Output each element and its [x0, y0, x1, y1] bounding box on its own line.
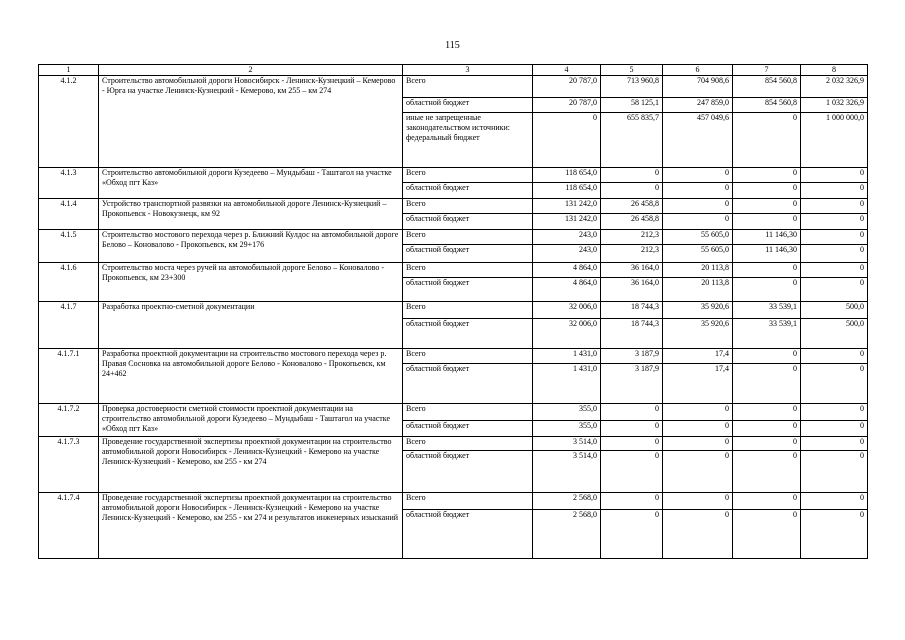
amount-cell: 355,0	[533, 421, 601, 437]
amount-cell: 1 032 326,9	[801, 98, 868, 113]
amount-cell: 3 514,0	[533, 451, 601, 493]
amount-cell: 0	[733, 263, 801, 278]
amount-cell: 2 568,0	[533, 510, 601, 559]
funding-source: Всего	[403, 168, 533, 183]
item-name: Строительство мостового перехода через р. Ближний Кулдос на автомобильной дороге Белово – Коновалово - Прокопьевск, км 29+176	[99, 230, 403, 263]
item-name: Проведение государственной экспертизы проектной документации на строительство автомобильной дороги Новосибирск - Ленинск-Кузнецкий - Кемерово на участке Ленинск-Кузнецкий - Кемерово, км 255 - км 274 и результатов инженерных изысканий	[99, 493, 403, 559]
table-row	[39, 168, 868, 183]
amount-cell: 3 187,9	[601, 349, 663, 364]
amount-cell: 0	[601, 183, 663, 199]
amount-cell: 243,0	[533, 245, 601, 263]
column-header: 3	[403, 65, 533, 76]
column-header: 8	[801, 65, 868, 76]
amount-cell: 3 187,9	[601, 364, 663, 404]
item-name: Устройство транспортной развязки на автомобильной дороге Ленинск-Кузнецкий – Прокопьевск - Новокузнецк, км 92	[99, 199, 403, 230]
item-code: 4.1.7.3	[39, 437, 99, 493]
amount-cell: 33 539,1	[733, 302, 801, 319]
amount-cell: 26 458,8	[601, 199, 663, 214]
amount-cell: 0	[733, 183, 801, 199]
amount-cell: 500,0	[801, 302, 868, 319]
amount-cell: 20 113,8	[663, 263, 733, 278]
amount-cell: 58 125,1	[601, 98, 663, 113]
amount-cell: 0	[801, 421, 868, 437]
amount-cell: 55 605,0	[663, 230, 733, 245]
funding-source: Всего	[403, 76, 533, 98]
amount-cell: 0	[601, 510, 663, 559]
amount-cell: 0	[801, 278, 868, 302]
item-name: Строительство автомобильной дороги Новосибирск - Ленинск-Кузнецкий – Кемерово - Юрга на участке Ленинск-Кузнецкий - Кемерово, км 255 – км 274	[99, 76, 403, 168]
amount-cell: 4 864,0	[533, 263, 601, 278]
amount-cell: 0	[801, 168, 868, 183]
amount-cell: 457 049,6	[663, 113, 733, 168]
amount-cell: 0	[733, 493, 801, 510]
amount-cell: 18 744,3	[601, 302, 663, 319]
amount-cell: 0	[801, 510, 868, 559]
amount-cell: 713 960,8	[601, 76, 663, 98]
item-name: Проверка достоверности сметной стоимости проектной документации на строительство автомобильной дороги Кузедеево – Мундыбаш - Таштагол на участке «Обход пгт Каз»	[99, 404, 403, 437]
amount-cell: 2 568,0	[533, 493, 601, 510]
amount-cell: 0	[663, 510, 733, 559]
item-code: 4.1.2	[39, 76, 99, 168]
amount-cell: 0	[601, 437, 663, 451]
amount-cell: 0	[801, 349, 868, 364]
amount-cell: 17,4	[663, 349, 733, 364]
amount-cell: 0	[733, 421, 801, 437]
amount-cell: 0	[733, 451, 801, 493]
amount-cell: 0	[733, 349, 801, 364]
item-code: 4.1.7.1	[39, 349, 99, 404]
amount-cell: 0	[733, 437, 801, 451]
amount-cell: 17,4	[663, 364, 733, 404]
amount-cell: 32 006,0	[533, 302, 601, 319]
amount-cell: 854 560,8	[733, 98, 801, 113]
item-code: 4.1.6	[39, 263, 99, 302]
column-header: 4	[533, 65, 601, 76]
amount-cell: 0	[733, 214, 801, 230]
funding-source: областной бюджет	[403, 278, 533, 302]
item-name: Разработка проектно-сметной документации	[99, 302, 403, 349]
funding-source: Всего	[403, 230, 533, 245]
amount-cell: 18 744,3	[601, 319, 663, 349]
amount-cell: 0	[733, 510, 801, 559]
amount-cell: 4 864,0	[533, 278, 601, 302]
funding-source: Всего	[403, 263, 533, 278]
table-row	[39, 437, 868, 451]
column-header: 5	[601, 65, 663, 76]
amount-cell: 1 431,0	[533, 364, 601, 404]
funding-source: областной бюджет	[403, 364, 533, 404]
funding-source: Всего	[403, 302, 533, 319]
item-code: 4.1.5	[39, 230, 99, 263]
amount-cell: 0	[663, 168, 733, 183]
amount-cell: 0	[733, 113, 801, 168]
amount-cell: 0	[801, 404, 868, 421]
item-code: 4.1.4	[39, 199, 99, 230]
amount-cell: 212,3	[601, 245, 663, 263]
amount-cell: 0	[663, 183, 733, 199]
amount-cell: 0	[733, 278, 801, 302]
column-header: 2	[99, 65, 403, 76]
table-row	[39, 76, 868, 98]
amount-cell: 0	[601, 493, 663, 510]
amount-cell: 26 458,8	[601, 214, 663, 230]
amount-cell: 11 146,30	[733, 230, 801, 245]
amount-cell: 0	[663, 214, 733, 230]
amount-cell: 0	[733, 199, 801, 214]
amount-cell: 3 514,0	[533, 437, 601, 451]
funding-source: областной бюджет	[403, 510, 533, 559]
column-header: 7	[733, 65, 801, 76]
amount-cell: 0	[601, 421, 663, 437]
amount-cell: 36 164,0	[601, 278, 663, 302]
item-code: 4.1.7	[39, 302, 99, 349]
table-row	[39, 493, 868, 510]
funding-source: Всего	[403, 404, 533, 421]
amount-cell: 0	[601, 168, 663, 183]
amount-cell: 0	[663, 437, 733, 451]
page-number: 115	[445, 40, 460, 51]
item-name: Проведение государственной экспертизы проектной документации на строительство автомобильной дороги Новосибирск - Ленинск-Кузнецкий - Кемерово на участке Ленинск-Кузнецкий - Кемерово, км 255 - км 274	[99, 437, 403, 493]
amount-cell: 0	[801, 214, 868, 230]
amount-cell: 0	[601, 404, 663, 421]
item-name: Строительство автомобильной дороги Кузедеево – Мундыбаш - Таштагол на участке «Обход пгт Каз»	[99, 168, 403, 199]
table-row	[39, 263, 868, 278]
amount-cell: 2 032 326,9	[801, 76, 868, 98]
amount-cell: 704 908,6	[663, 76, 733, 98]
amount-cell: 243,0	[533, 230, 601, 245]
amount-cell: 0	[801, 230, 868, 245]
funding-source: областной бюджет	[403, 214, 533, 230]
table-row	[39, 302, 868, 319]
funding-source: иные не запрещенные законодательством источники: федеральный бюджет	[403, 113, 533, 168]
funding-source: областной бюджет	[403, 245, 533, 263]
amount-cell: 0	[801, 245, 868, 263]
amount-cell: 0	[663, 451, 733, 493]
amount-cell: 20 787,0	[533, 98, 601, 113]
amount-cell: 0	[533, 113, 601, 168]
amount-cell: 1 431,0	[533, 349, 601, 364]
amount-cell: 131 242,0	[533, 199, 601, 214]
column-header: 1	[39, 65, 99, 76]
item-code: 4.1.7.4	[39, 493, 99, 559]
funding-source: областной бюджет	[403, 183, 533, 199]
table-row	[39, 199, 868, 214]
amount-cell: 131 242,0	[533, 214, 601, 230]
funding-source: областной бюджет	[403, 319, 533, 349]
item-code: 4.1.3	[39, 168, 99, 199]
item-code: 4.1.7.2	[39, 404, 99, 437]
amount-cell: 55 605,0	[663, 245, 733, 263]
funding-source: Всего	[403, 349, 533, 364]
amount-cell: 0	[801, 183, 868, 199]
amount-cell: 655 835,7	[601, 113, 663, 168]
amount-cell: 35 920,6	[663, 319, 733, 349]
funding-source: Всего	[403, 437, 533, 451]
amount-cell: 20 113,8	[663, 278, 733, 302]
amount-cell: 118 654,0	[533, 183, 601, 199]
amount-cell: 0	[733, 364, 801, 404]
amount-cell: 35 920,6	[663, 302, 733, 319]
budget-table	[38, 64, 868, 559]
amount-cell: 0	[801, 263, 868, 278]
amount-cell: 0	[733, 168, 801, 183]
funding-source: областной бюджет	[403, 98, 533, 113]
amount-cell: 0	[663, 404, 733, 421]
amount-cell: 247 859,0	[663, 98, 733, 113]
amount-cell: 500,0	[801, 319, 868, 349]
amount-cell: 0	[663, 199, 733, 214]
amount-cell: 33 539,1	[733, 319, 801, 349]
amount-cell: 20 787,0	[533, 76, 601, 98]
amount-cell: 0	[801, 437, 868, 451]
amount-cell: 0	[663, 421, 733, 437]
amount-cell: 355,0	[533, 404, 601, 421]
amount-cell: 118 654,0	[533, 168, 601, 183]
amount-cell: 1 000 000,0	[801, 113, 868, 168]
amount-cell: 854 560,8	[733, 76, 801, 98]
header-row	[39, 65, 868, 76]
amount-cell: 0	[801, 451, 868, 493]
column-header: 6	[663, 65, 733, 76]
amount-cell: 0	[663, 493, 733, 510]
amount-cell: 0	[801, 493, 868, 510]
table-row	[39, 230, 868, 245]
amount-cell: 212,3	[601, 230, 663, 245]
amount-cell: 11 146,30	[733, 245, 801, 263]
amount-cell: 0	[801, 199, 868, 214]
funding-source: Всего	[403, 199, 533, 214]
funding-source: областной бюджет	[403, 421, 533, 437]
amount-cell: 0	[801, 364, 868, 404]
funding-source: областной бюджет	[403, 451, 533, 493]
item-name: Строительство моста через ручей на автомобильной дороге Белово – Коновалово - Прокопьевск, км 23+300	[99, 263, 403, 302]
amount-cell: 0	[601, 451, 663, 493]
amount-cell: 32 006,0	[533, 319, 601, 349]
funding-source: Всего	[403, 493, 533, 510]
amount-cell: 0	[733, 404, 801, 421]
item-name: Разработка проектной документации на строительство мостового перехода через р. Правая Сосновка на автомобильной дороге Белово - Коновалово - Прокопьевск, км 24+462	[99, 349, 403, 404]
amount-cell: 36 164,0	[601, 263, 663, 278]
table-row	[39, 349, 868, 364]
table-row	[39, 404, 868, 421]
